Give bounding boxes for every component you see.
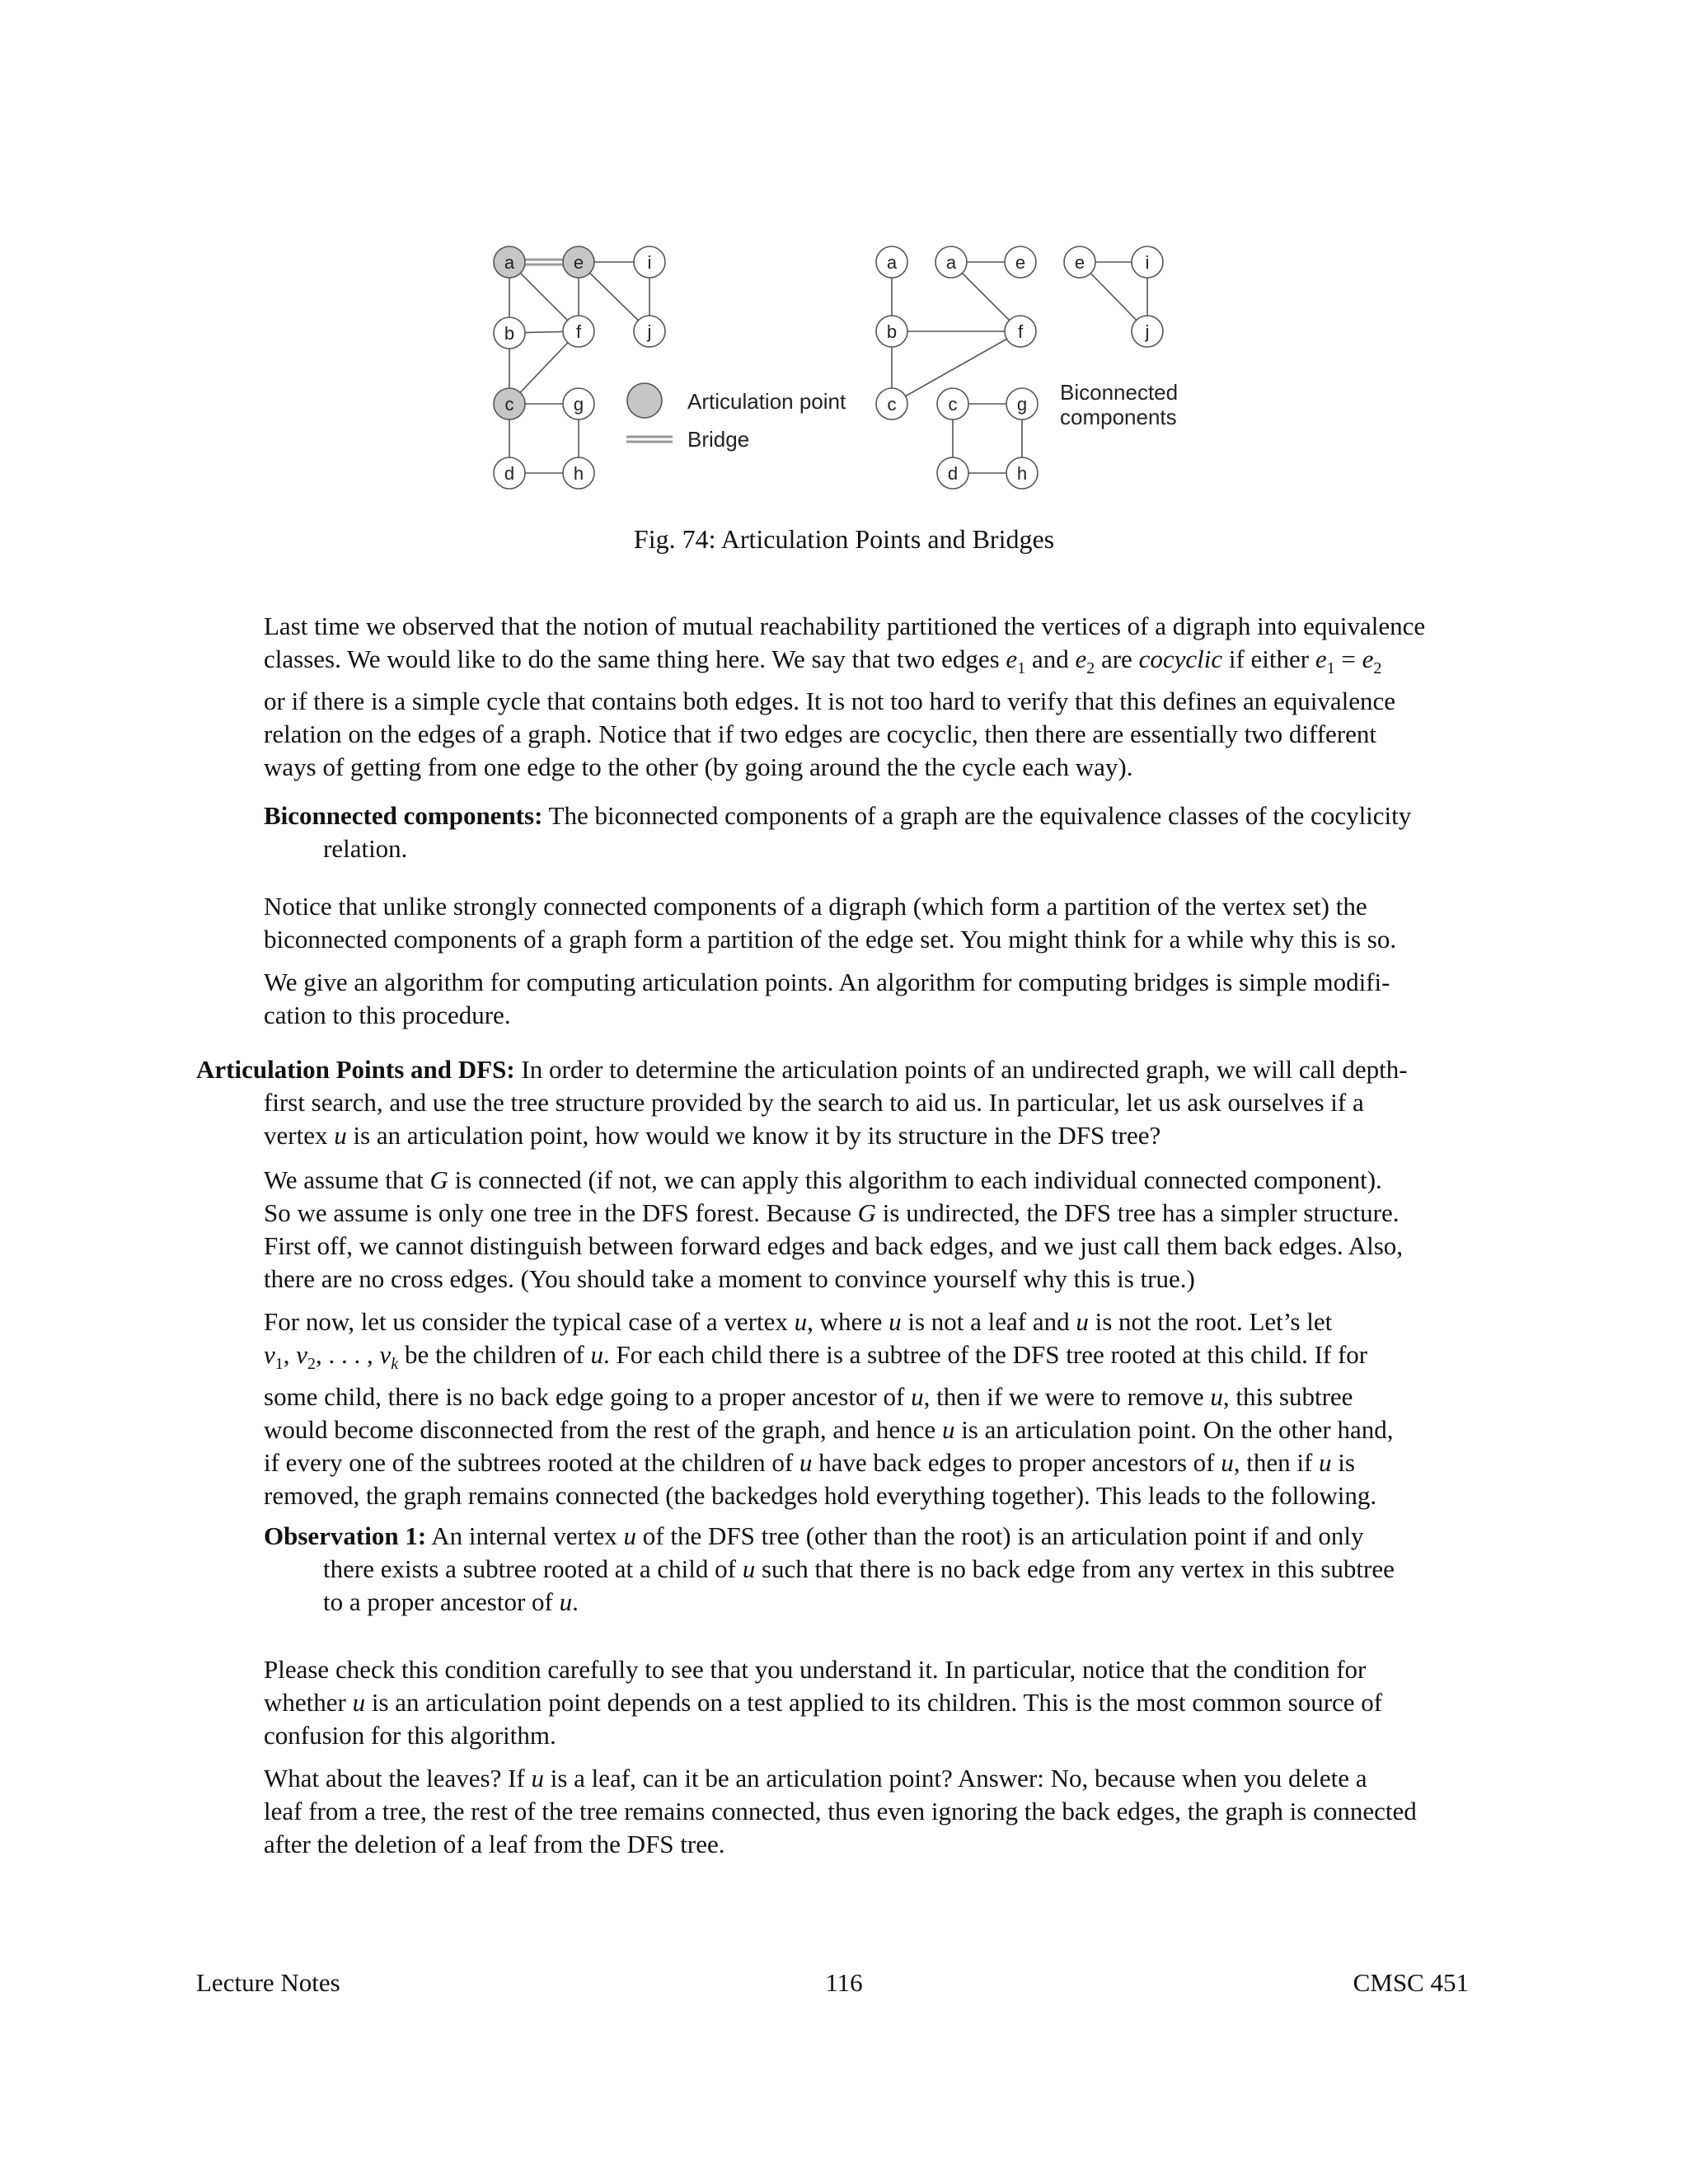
paragraph-cocyclic: Last time we observed that the notion of mutual reachability partitioned the vertices of a digraph into equivalence classes. We would like to do the same thing here. We say that two edges $e_1$ and $e_2$ are cocyclic if either $e_1 = e_2$ or if there is a simple cycle that contains both edges. It is not too hard to verify that this defines an equivalence relation on the edges of a graph. Notice that if two edges are cocyclic, then there are essentially two different ways of getting from one edge to the other (by going around the the cycle each way). [264,612,1426,782]
comp-node-a2 [935,246,967,278]
footer-left: Lecture Notes [196,1968,340,1997]
svg-text:g: g [1016,394,1028,415]
figure-caption: Fig. 74: Articulation Points and Bridges [633,524,1055,554]
svg-text:g: g [573,394,584,415]
svg-text:i: i [647,252,652,273]
node-e [563,246,594,278]
svg-text:e: e [1015,252,1026,273]
node-d [494,457,525,489]
svg-text:h: h [573,463,584,484]
paragraph-check-condition: Please check this condition carefully to see that you understand it. In particular, notice that the condition for whether u is an articulation point depends on a test applied to its children. This is the most common source of confusion for this algorithm. [264,1655,1383,1750]
node-i [634,246,665,278]
comp-node-f [1005,316,1036,347]
comp-node-a1 [876,246,907,278]
components-label-1: Biconnected [1060,380,1179,405]
observation-1: Observation 1: An internal vertex u of the DFS tree (other than the root) is an articulation point if and only there exists a subtree rooted at a child of u such that there is no back edge from any vertex in this subtree to a proper ancestor of u. [264,1521,1395,1616]
svg-text:Articulation point: Articulation point [687,389,846,414]
svg-text:b: b [504,323,515,344]
comp-node-i [1132,246,1163,278]
node-j [634,316,665,347]
legend-bridge [626,427,749,452]
svg-text:e: e [1074,252,1085,273]
svg-text:c: c [504,394,514,415]
comp-node-g [1006,388,1038,419]
svg-text:a: a [886,252,898,273]
svg-text:a: a [504,252,515,273]
svg-text:a: a [945,252,957,273]
svg-text:h: h [1016,463,1028,484]
svg-text:i: i [1145,252,1150,273]
comp-node-d [937,457,968,489]
svg-text:b: b [886,321,898,342]
footer-right: CMSC 451 [1353,1968,1469,1997]
comp-node-c1 [876,388,907,419]
svg-text:j: j [1145,321,1150,342]
components-label-2: components [1060,405,1177,429]
section-articulation-dfs: Articulation Points and DFS: In order to determine the articulation points of an undirected graph, we will call depth- first search, and use the tree structure provided by the search to aid us. In particular, let us ask ourselves if a vertex u is an articulation point, how would we know it by its structure in the DFS tree? [196,1055,1408,1150]
graph-diagram [462,231,1220,503]
comp-node-j [1132,316,1163,347]
svg-text:c: c [948,394,958,415]
paragraph-typical-case: For now, let us consider the typical case of a vertex u, where u is not a leaf and u is not the root. Let’s let $v_1$, $v_2$, . . . , $v_k$ be the children of u. For each child there is a subtree of the DFS tree rooted at this child. If for some child, there is no back edge going to a proper ancestor of u, then if we were to remove u, this subtree would become disconnected from the rest of the graph, and hence u is an articulation point. On the other hand, if every one of the subtrees rooted at the children of u have back edges to proper ancestors of u, then if u is removed, the graph remains connected (the backedges hold everything together). This leads to the following. [264,1307,1394,1511]
comp-node-c2 [937,388,968,419]
svg-text:j: j [647,321,652,342]
page-number: 116 [825,1968,863,1997]
svg-text:e: e [573,252,584,273]
svg-text:f: f [575,321,582,342]
comp-node-b [876,316,907,347]
svg-text:f: f [1017,321,1024,342]
comp-node-e1 [1005,246,1036,278]
node-h [563,457,594,489]
figure-articulation-points [462,231,1220,503]
paragraph-algorithm: We give an algorithm for computing articulation points. An algorithm for computing bridges is simple modifi- cation to this procedure. [264,968,1390,1029]
svg-text:d: d [504,463,515,484]
comp-node-e2 [1064,246,1095,278]
paragraph-leaves: What about the leaves? If u is a leaf, can it be an articulation point? Answer: No, because when you delete a leaf from a tree, the rest of the tree remains connected, thus even ignoring the back edges, the graph is connected after the deletion of a leaf from the DFS tree. [264,1764,1417,1858]
paragraph-partition: Notice that unlike strongly connected components of a digraph (which form a partition of the vertex set) the biconnected components of a graph form a partition of the edge set. You might think for a while why this is so. [264,892,1397,954]
node-g [563,388,594,419]
svg-text:Bridge: Bridge [687,427,750,452]
node-f [563,316,594,347]
node-c [494,388,525,419]
legend-articulation-point [627,383,846,418]
svg-text:c: c [887,394,897,415]
node-a [494,246,525,278]
paragraph-connected: We assume that G is connected (if not, we can apply this algorithm to each individual connected component). So we assume is only one tree in the DFS forest. Because G is undirected, the DFS tree has a simpler structure. First off, we cannot distinguish between forward edges and back edges, and we just call them back edges. Also, there are no cross edges. (You should take a moment to convince yourself why this is true.) [264,1165,1404,1293]
node-b [494,317,525,349]
comp-node-h [1006,457,1038,489]
definition-biconnected: Biconnected components: The biconnected components of a graph are the equivalence classes of the cocylicity relation. [264,801,1412,863]
svg-text:d: d [947,463,959,484]
